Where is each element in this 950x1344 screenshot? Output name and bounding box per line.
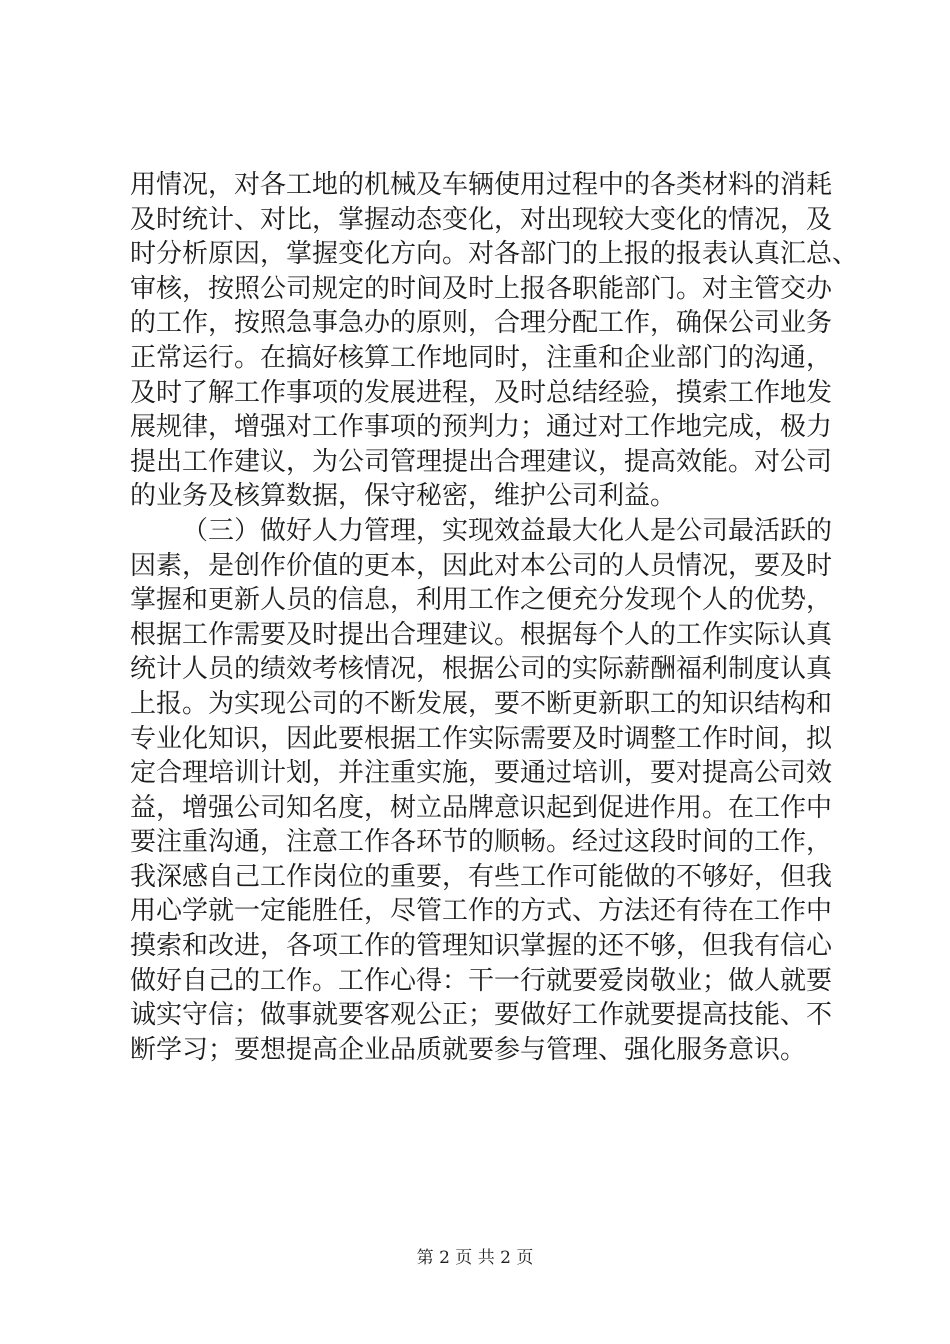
body-text — [130, 168, 859, 1067]
text-line: 提出工作建议，为公司管理提出合理建议，提高效能。对公司 — [130, 446, 833, 477]
text-line: 根据工作需要及时提出合理建议。根据每个人的工作实际认真 — [130, 619, 833, 650]
text-line: 掌握和更新人员的信息，利用工作之便充分发现个人的优势， — [130, 585, 833, 616]
text-line: 断学习；要想提高企业品质就要参与管理、强化服务意识。 — [130, 1034, 807, 1065]
text-line: 做好自己的工作。工作心得：干一行就要爱岗敬业；做人就要 — [130, 965, 833, 996]
text-line: 因素，是创作价值的更本，因此对本公司的人员情况，要及时 — [130, 550, 833, 581]
paragraph-start-line: （三）做好人力管理，实现效益最大化人是公司最活跃的 — [182, 515, 833, 546]
text-line: 我深感自己工作岗位的重要，有些工作可能做的不够好，但我 — [130, 861, 833, 892]
text-line: 正常运行。在搞好核算工作地同时，注重和企业部门的沟通， — [130, 342, 833, 373]
text-line: 的工作，按照急事急办的原则，合理分配工作，确保公司业务 — [130, 308, 833, 339]
text-line: 定合理培训计划，并注重实施，要通过培训，要对提高公司效 — [130, 758, 833, 789]
text-line: 用心学就一定能胜任，尽管工作的方式、方法还有待在工作中 — [130, 896, 833, 927]
text-line: 要注重沟通，注意工作各环节的顺畅。经过这段时间的工作， — [130, 827, 833, 858]
text-line: 的业务及核算数据，保守秘密，维护公司利益。 — [130, 481, 677, 512]
text-line: 上报。为实现公司的不断发展，要不断更新职工的知识结构和 — [130, 688, 833, 719]
text-line: 益，增强公司知名度，树立品牌意识起到促进作用。在工作中 — [130, 792, 833, 823]
text-line: 专业化知识，因此要根据工作实际需要及时调整工作时间，拟 — [130, 723, 833, 754]
text-line: 摸索和改进，各项工作的管理知识掌握的还不够，但我有信心 — [130, 931, 833, 962]
text-line: 统计人员的绩效考核情况，根据公司的实际薪酬福利制度认真 — [130, 654, 833, 685]
text-line: 时分析原因，掌握变化方向。对各部门的上报的报表认真汇总、 — [130, 239, 859, 270]
page-number-footer: 第 2 页 共 2 页 — [416, 1248, 534, 1268]
text-line: 展规律，增强对工作事项的预判力；通过对工作地完成，极力 — [130, 412, 833, 443]
text-line: 用情况，对各工地的机械及车辆使用过程中的各类材料的消耗 — [130, 170, 833, 200]
text-line: 诚实守信；做事就要客观公正；要做好工作就要提高技能、不 — [130, 1000, 833, 1031]
text-line: 及时统计、对比，掌握动态变化，对出现较大变化的情况，及 — [130, 204, 833, 235]
text-line: 及时了解工作事项的发展进程，及时总结经验，摸索工作地发 — [130, 377, 833, 408]
text-line: 审核，按照公司规定的时间及时上报各职能部门。对主管交办 — [130, 273, 833, 304]
